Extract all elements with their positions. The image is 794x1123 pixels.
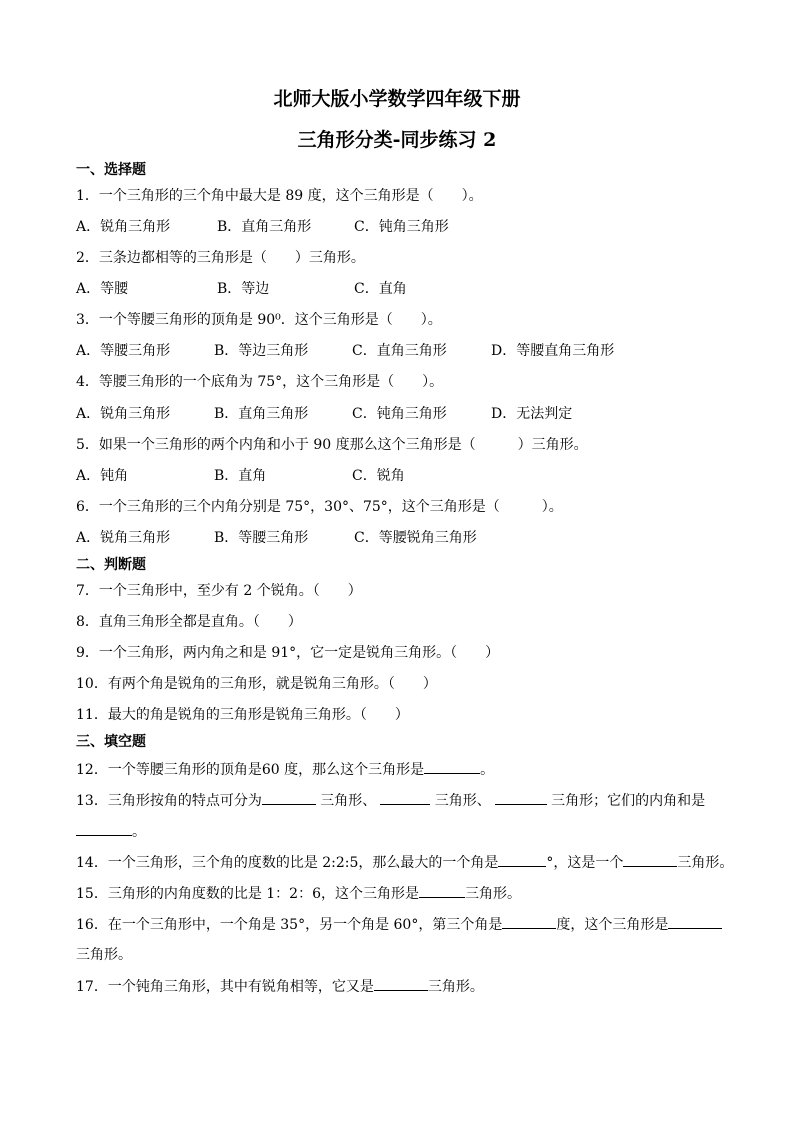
question-2-option-c: C．直角 — [354, 281, 407, 297]
page-title: 北师大版小学数学四年级下册 — [273, 88, 521, 110]
question-6-option-b: B．等腰三角形 — [214, 530, 309, 546]
question-13-text-2: 三角形、 — [315, 793, 377, 809]
question-9: 9．一个三角形，两内角之和是 91°，它一定是锐角三角形。（ ） — [76, 645, 500, 661]
question-4: 4．等腰三角形的一个底角为 75°，这个三角形是（ ）。 — [76, 374, 444, 390]
question-13-text-3: 三角形、 — [430, 793, 491, 809]
question-14-end: 三角形。 — [677, 855, 734, 871]
question-5-option-c: C．锐角 — [352, 468, 405, 484]
answer-blank[interactable] — [424, 760, 480, 774]
question-13-continued — [76, 822, 146, 841]
question-3-option-a: A．等腰三角形 — [76, 343, 171, 359]
question-1-option-c: C．钝角三角形 — [354, 219, 449, 235]
answer-blank[interactable] — [668, 915, 722, 929]
question-15-text: 15．三角形的内角度数的比是 1：2：6，这个三角形是 — [76, 886, 419, 902]
answer-blank[interactable] — [374, 977, 428, 991]
question-3-option-d: D．等腰直角三角形 — [491, 343, 615, 359]
question-16 — [76, 915, 722, 934]
question-12-text: 12．一个等腰三角形的顶角是60 度，那么这个三角形是 — [76, 762, 425, 778]
question-2: 2．三条边都相等的三角形是（ ）三角形。 — [76, 250, 365, 266]
question-1: 1．一个三角形的三个角中最大是 89 度，这个三角形是（ ）。 — [76, 188, 483, 204]
question-6: 6．一个三角形的三个内角分别是 75°，30°、75°，这个三角形是（ ）。 — [76, 499, 563, 515]
section-heading-choice: 一、选择题 — [76, 162, 146, 178]
answer-blank[interactable] — [498, 853, 546, 867]
question-4-option-b: B．直角三角形 — [214, 406, 309, 422]
question-5-option-b: B．直角 — [214, 468, 267, 484]
page-subtitle: 三角形分类-同步练习 2 — [297, 129, 497, 151]
question-14-text-2: °，这是一个 — [546, 855, 624, 871]
question-4-option-d: D．无法判定 — [491, 406, 573, 422]
question-13-end: 。 — [132, 824, 146, 840]
question-6-option-a: A．锐角三角形 — [76, 530, 171, 546]
section-heading-fill-blank: 三、填空题 — [76, 734, 146, 750]
answer-blank[interactable] — [76, 822, 132, 836]
answer-blank[interactable] — [495, 791, 547, 805]
answer-blank[interactable] — [262, 791, 316, 805]
question-7: 7．一个三角形中，至少有 2 个锐角。（ ） — [76, 583, 362, 599]
question-3-option-b: B．等边三角形 — [214, 343, 309, 359]
question-16-text: 16．在一个三角形中，一个角是 35°，另一个角是 60°，第三个角是 — [76, 917, 503, 933]
answer-blank[interactable] — [502, 915, 556, 929]
question-2-option-b: B．等边 — [217, 281, 270, 297]
question-17-end: 三角形。 — [427, 979, 484, 995]
question-10: 10．有两个角是锐角的三角形，就是锐角三角形。（ ） — [76, 676, 437, 692]
question-16-text-2: 度，这个三角形是 — [556, 917, 669, 933]
answer-blank[interactable] — [623, 853, 677, 867]
question-1-option-b: B．直角三角形 — [217, 219, 312, 235]
section-heading-judgement: 二、判断题 — [76, 557, 146, 573]
question-12 — [76, 760, 494, 779]
question-17 — [76, 977, 484, 996]
question-13-text: 13．三角形按角的特点可分为 — [76, 793, 262, 809]
question-15-end: 三角形。 — [465, 886, 521, 902]
question-17-text: 17．一个钝角三角形，其中有锐角相等，它又是 — [76, 979, 374, 995]
question-4-option-a: A．锐角三角形 — [76, 406, 171, 422]
question-13-text-4: 三角形；它们的内角和是 — [546, 793, 706, 809]
question-6-option-c: C．等腰锐角三角形 — [354, 530, 477, 546]
question-14-text: 14．一个三角形，三个角的度数的比是 2:2:5，那么最大的一个角是 — [76, 855, 499, 871]
question-5-option-a: A．钝角 — [76, 468, 129, 484]
answer-blank[interactable] — [419, 884, 465, 898]
question-15 — [76, 884, 521, 903]
question-1-option-a: A．锐角三角形 — [76, 219, 171, 235]
question-2-option-a: A．等腰 — [76, 281, 129, 297]
question-8: 8．直角三角形全都是直角。（ ） — [76, 614, 302, 630]
question-13 — [76, 791, 705, 810]
question-3-option-c: C．直角三角形 — [352, 343, 447, 359]
answer-blank[interactable] — [380, 791, 430, 805]
question-4-option-c: C．钝角三角形 — [352, 406, 447, 422]
question-3: 3．一个等腰三角形的顶角是 90⁰．这个三角形是（ ）。 — [76, 312, 442, 328]
question-16-continued: 三角形。 — [76, 947, 132, 963]
question-12-end: 。 — [480, 762, 495, 778]
question-5: 5．如果一个三角形的两个内角和小于 90 度那么这个三角形是（ ）三角形。 — [76, 437, 588, 453]
question-11: 11．最大的角是锐角的三角形是锐角三角形。（ ） — [76, 707, 409, 723]
question-14 — [76, 853, 733, 872]
